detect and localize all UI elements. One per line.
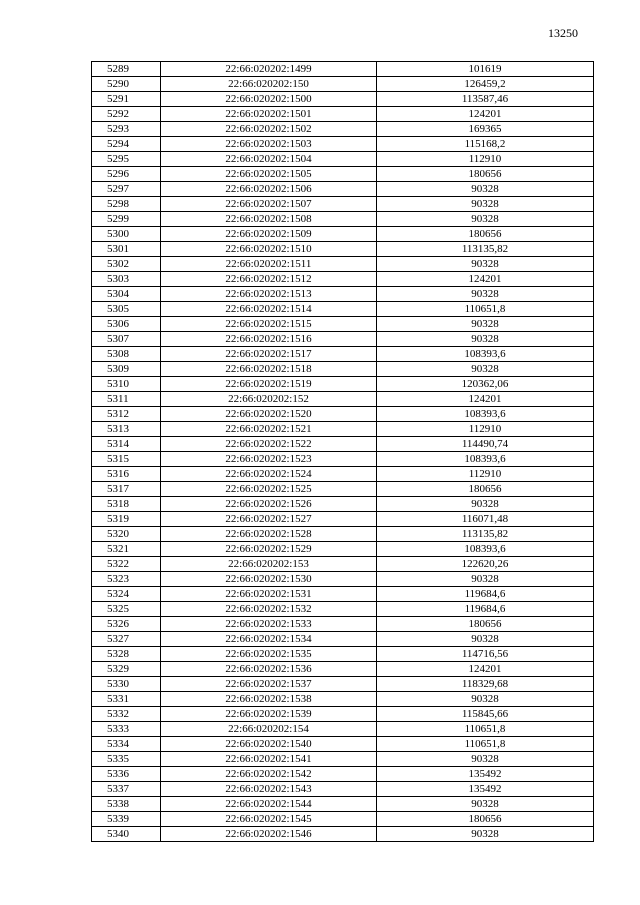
cadastral-number-cell: 22:66:020202:152 xyxy=(161,392,377,407)
row-number-cell: 5306 xyxy=(92,317,161,332)
table-row xyxy=(92,812,594,827)
value-cell: 115168,2 xyxy=(377,137,594,152)
cadastral-number-cell: 22:66:020202:1544 xyxy=(161,797,377,812)
cadastral-number-cell: 22:66:020202:1529 xyxy=(161,542,377,557)
row-number-cell: 5307 xyxy=(92,332,161,347)
value-cell: 90328 xyxy=(377,797,594,812)
row-number-cell: 5297 xyxy=(92,182,161,197)
row-number-cell: 5301 xyxy=(92,242,161,257)
value-cell: 115845,66 xyxy=(377,707,594,722)
value-cell: 110651,8 xyxy=(377,302,594,317)
table-row xyxy=(92,407,594,422)
value-cell: 110651,8 xyxy=(377,722,594,737)
row-number-cell: 5335 xyxy=(92,752,161,767)
table-row xyxy=(92,752,594,767)
cadastral-number-cell: 22:66:020202:1512 xyxy=(161,272,377,287)
table-row xyxy=(92,677,594,692)
table-row xyxy=(92,152,594,167)
row-number-cell: 5330 xyxy=(92,677,161,692)
value-cell: 114716,56 xyxy=(377,647,594,662)
row-number-cell: 5312 xyxy=(92,407,161,422)
row-number-cell: 5305 xyxy=(92,302,161,317)
table-row xyxy=(92,392,594,407)
cadastral-number-cell: 22:66:020202:1526 xyxy=(161,497,377,512)
row-number-cell: 5329 xyxy=(92,662,161,677)
table-row xyxy=(92,587,594,602)
value-cell: 108393,6 xyxy=(377,347,594,362)
table-row xyxy=(92,527,594,542)
cadastral-number-cell: 22:66:020202:1516 xyxy=(161,332,377,347)
registry-table xyxy=(91,61,594,842)
table-row xyxy=(92,212,594,227)
row-number-cell: 5328 xyxy=(92,647,161,662)
row-number-cell: 5336 xyxy=(92,767,161,782)
cadastral-number-cell: 22:66:020202:1522 xyxy=(161,437,377,452)
value-cell: 119684,6 xyxy=(377,602,594,617)
cadastral-number-cell: 22:66:020202:1528 xyxy=(161,527,377,542)
cadastral-number-cell: 22:66:020202:1514 xyxy=(161,302,377,317)
value-cell: 112910 xyxy=(377,422,594,437)
table-row xyxy=(92,617,594,632)
cadastral-number-cell: 22:66:020202:1518 xyxy=(161,362,377,377)
table-row xyxy=(92,542,594,557)
table-row xyxy=(92,572,594,587)
row-number-cell: 5300 xyxy=(92,227,161,242)
row-number-cell: 5296 xyxy=(92,167,161,182)
value-cell: 112910 xyxy=(377,152,594,167)
table-row xyxy=(92,797,594,812)
row-number-cell: 5298 xyxy=(92,197,161,212)
cadastral-number-cell: 22:66:020202:153 xyxy=(161,557,377,572)
row-number-cell: 5310 xyxy=(92,377,161,392)
row-number-cell: 5334 xyxy=(92,737,161,752)
row-number-cell: 5327 xyxy=(92,632,161,647)
row-number-cell: 5324 xyxy=(92,587,161,602)
cadastral-number-cell: 22:66:020202:1507 xyxy=(161,197,377,212)
value-cell: 114490,74 xyxy=(377,437,594,452)
value-cell: 90328 xyxy=(377,827,594,842)
table-row xyxy=(92,197,594,212)
cadastral-number-cell: 22:66:020202:1525 xyxy=(161,482,377,497)
table-row xyxy=(92,107,594,122)
row-number-cell: 5325 xyxy=(92,602,161,617)
cadastral-number-cell: 22:66:020202:1543 xyxy=(161,782,377,797)
cadastral-number-cell: 22:66:020202:1515 xyxy=(161,317,377,332)
value-cell: 180656 xyxy=(377,482,594,497)
table-row xyxy=(92,602,594,617)
value-cell: 110651,8 xyxy=(377,737,594,752)
value-cell: 124201 xyxy=(377,107,594,122)
row-number-cell: 5321 xyxy=(92,542,161,557)
row-number-cell: 5308 xyxy=(92,347,161,362)
cadastral-number-cell: 22:66:020202:150 xyxy=(161,77,377,92)
value-cell: 120362,06 xyxy=(377,377,594,392)
value-cell: 124201 xyxy=(377,662,594,677)
table-row xyxy=(92,92,594,107)
value-cell: 180656 xyxy=(377,617,594,632)
cadastral-number-cell: 22:66:020202:154 xyxy=(161,722,377,737)
table-row xyxy=(92,722,594,737)
cadastral-number-cell: 22:66:020202:1519 xyxy=(161,377,377,392)
row-number-cell: 5331 xyxy=(92,692,161,707)
value-cell: 90328 xyxy=(377,332,594,347)
row-number-cell: 5289 xyxy=(92,62,161,77)
cadastral-number-cell: 22:66:020202:1508 xyxy=(161,212,377,227)
row-number-cell: 5295 xyxy=(92,152,161,167)
cadastral-number-cell: 22:66:020202:1499 xyxy=(161,62,377,77)
table-row xyxy=(92,437,594,452)
row-number-cell: 5339 xyxy=(92,812,161,827)
value-cell: 126459,2 xyxy=(377,77,594,92)
cadastral-number-cell: 22:66:020202:1506 xyxy=(161,182,377,197)
cadastral-number-cell: 22:66:020202:1537 xyxy=(161,677,377,692)
value-cell: 113135,82 xyxy=(377,527,594,542)
value-cell: 101619 xyxy=(377,62,594,77)
value-cell: 90328 xyxy=(377,212,594,227)
cadastral-number-cell: 22:66:020202:1524 xyxy=(161,467,377,482)
page-number: 13250 xyxy=(548,26,578,40)
cadastral-number-cell: 22:66:020202:1542 xyxy=(161,767,377,782)
cadastral-number-cell: 22:66:020202:1534 xyxy=(161,632,377,647)
row-number-cell: 5291 xyxy=(92,92,161,107)
table-row xyxy=(92,707,594,722)
cadastral-number-cell: 22:66:020202:1546 xyxy=(161,827,377,842)
row-number-cell: 5304 xyxy=(92,287,161,302)
row-number-cell: 5315 xyxy=(92,452,161,467)
row-number-cell: 5337 xyxy=(92,782,161,797)
cadastral-number-cell: 22:66:020202:1517 xyxy=(161,347,377,362)
table-row xyxy=(92,497,594,512)
value-cell: 90328 xyxy=(377,317,594,332)
row-number-cell: 5320 xyxy=(92,527,161,542)
table-row xyxy=(92,257,594,272)
value-cell: 135492 xyxy=(377,782,594,797)
cadastral-number-cell: 22:66:020202:1539 xyxy=(161,707,377,722)
table-row xyxy=(92,227,594,242)
table-row xyxy=(92,482,594,497)
row-number-cell: 5294 xyxy=(92,137,161,152)
table-row xyxy=(92,512,594,527)
table-row xyxy=(92,452,594,467)
value-cell: 108393,6 xyxy=(377,407,594,422)
cadastral-number-cell: 22:66:020202:1540 xyxy=(161,737,377,752)
table-row xyxy=(92,647,594,662)
cadastral-number-cell: 22:66:020202:1504 xyxy=(161,152,377,167)
row-number-cell: 5311 xyxy=(92,392,161,407)
table-row xyxy=(92,467,594,482)
cadastral-number-cell: 22:66:020202:1505 xyxy=(161,167,377,182)
value-cell: 124201 xyxy=(377,392,594,407)
table-row xyxy=(92,77,594,92)
row-number-cell: 5338 xyxy=(92,797,161,812)
cadastral-number-cell: 22:66:020202:1509 xyxy=(161,227,377,242)
row-number-cell: 5292 xyxy=(92,107,161,122)
value-cell: 90328 xyxy=(377,362,594,377)
table-row xyxy=(92,317,594,332)
table-row xyxy=(92,167,594,182)
table-row xyxy=(92,782,594,797)
cadastral-number-cell: 22:66:020202:1530 xyxy=(161,572,377,587)
cadastral-number-cell: 22:66:020202:1503 xyxy=(161,137,377,152)
value-cell: 113587,46 xyxy=(377,92,594,107)
cadastral-number-cell: 22:66:020202:1536 xyxy=(161,662,377,677)
row-number-cell: 5322 xyxy=(92,557,161,572)
value-cell: 180656 xyxy=(377,227,594,242)
table-row xyxy=(92,347,594,362)
cadastral-number-cell: 22:66:020202:1520 xyxy=(161,407,377,422)
value-cell: 90328 xyxy=(377,572,594,587)
value-cell: 90328 xyxy=(377,752,594,767)
table-row xyxy=(92,662,594,677)
cadastral-number-cell: 22:66:020202:1545 xyxy=(161,812,377,827)
value-cell: 90328 xyxy=(377,257,594,272)
table-row xyxy=(92,362,594,377)
table-row xyxy=(92,692,594,707)
row-number-cell: 5319 xyxy=(92,512,161,527)
row-number-cell: 5317 xyxy=(92,482,161,497)
row-number-cell: 5326 xyxy=(92,617,161,632)
cadastral-number-cell: 22:66:020202:1535 xyxy=(161,647,377,662)
value-cell: 108393,6 xyxy=(377,542,594,557)
value-cell: 122620,26 xyxy=(377,557,594,572)
value-cell: 124201 xyxy=(377,272,594,287)
row-number-cell: 5340 xyxy=(92,827,161,842)
value-cell: 119684,6 xyxy=(377,587,594,602)
table-row xyxy=(92,332,594,347)
cadastral-number-cell: 22:66:020202:1538 xyxy=(161,692,377,707)
value-cell: 180656 xyxy=(377,167,594,182)
row-number-cell: 5303 xyxy=(92,272,161,287)
table-row xyxy=(92,422,594,437)
value-cell: 90328 xyxy=(377,692,594,707)
cadastral-number-cell: 22:66:020202:1521 xyxy=(161,422,377,437)
value-cell: 116071,48 xyxy=(377,512,594,527)
cadastral-number-cell: 22:66:020202:1500 xyxy=(161,92,377,107)
value-cell: 90328 xyxy=(377,182,594,197)
cadastral-number-cell: 22:66:020202:1533 xyxy=(161,617,377,632)
value-cell: 90328 xyxy=(377,197,594,212)
cadastral-number-cell: 22:66:020202:1541 xyxy=(161,752,377,767)
table-row xyxy=(92,737,594,752)
row-number-cell: 5314 xyxy=(92,437,161,452)
value-cell: 113135,82 xyxy=(377,242,594,257)
cadastral-number-cell: 22:66:020202:1532 xyxy=(161,602,377,617)
table-row xyxy=(92,62,594,77)
cadastral-number-cell: 22:66:020202:1511 xyxy=(161,257,377,272)
cadastral-number-cell: 22:66:020202:1513 xyxy=(161,287,377,302)
cadastral-number-cell: 22:66:020202:1523 xyxy=(161,452,377,467)
table-row xyxy=(92,272,594,287)
row-number-cell: 5313 xyxy=(92,422,161,437)
row-number-cell: 5333 xyxy=(92,722,161,737)
row-number-cell: 5318 xyxy=(92,497,161,512)
table-body xyxy=(92,62,594,842)
row-number-cell: 5332 xyxy=(92,707,161,722)
value-cell: 90328 xyxy=(377,287,594,302)
row-number-cell: 5323 xyxy=(92,572,161,587)
table-row xyxy=(92,767,594,782)
table-row xyxy=(92,827,594,842)
value-cell: 180656 xyxy=(377,812,594,827)
cadastral-number-cell: 22:66:020202:1531 xyxy=(161,587,377,602)
table-row xyxy=(92,302,594,317)
table-row xyxy=(92,557,594,572)
table-row xyxy=(92,632,594,647)
value-cell: 135492 xyxy=(377,767,594,782)
row-number-cell: 5309 xyxy=(92,362,161,377)
value-cell: 90328 xyxy=(377,632,594,647)
cadastral-number-cell: 22:66:020202:1502 xyxy=(161,122,377,137)
table-row xyxy=(92,377,594,392)
table-row xyxy=(92,182,594,197)
row-number-cell: 5290 xyxy=(92,77,161,92)
row-number-cell: 5293 xyxy=(92,122,161,137)
table-row xyxy=(92,137,594,152)
row-number-cell: 5302 xyxy=(92,257,161,272)
value-cell: 169365 xyxy=(377,122,594,137)
cadastral-number-cell: 22:66:020202:1510 xyxy=(161,242,377,257)
table-row xyxy=(92,287,594,302)
value-cell: 108393,6 xyxy=(377,452,594,467)
table-row xyxy=(92,242,594,257)
row-number-cell: 5299 xyxy=(92,212,161,227)
cadastral-number-cell: 22:66:020202:1501 xyxy=(161,107,377,122)
cadastral-number-cell: 22:66:020202:1527 xyxy=(161,512,377,527)
value-cell: 118329,68 xyxy=(377,677,594,692)
row-number-cell: 5316 xyxy=(92,467,161,482)
value-cell: 90328 xyxy=(377,497,594,512)
value-cell: 112910 xyxy=(377,467,594,482)
table-row xyxy=(92,122,594,137)
